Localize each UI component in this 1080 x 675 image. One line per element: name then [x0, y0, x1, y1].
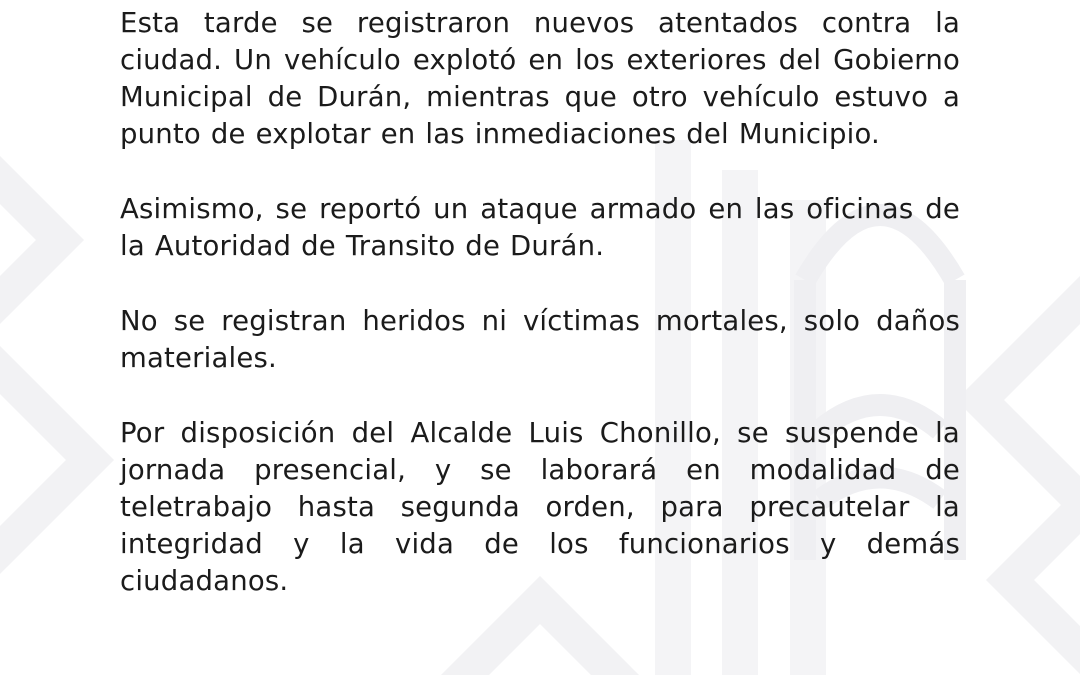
paragraph-attacks: Esta tarde se registraron nuevos atentados contra la ciudad. Un vehículo explotó en los exteriores del Gobierno Municipal de Durán, mientras que otro vehículo estuvo a punto de explotar en las inmediaciones del Municipio. — [120, 7, 960, 150]
paragraph-telework: Por disposición del Alcalde Luis Chonillo, se suspende la jornada presencial, y se laborará en modalidad de teletrabajo hasta segunda orden, para precautelar la integridad y la vida de los funcionarios y demás ciudadanos. — [120, 417, 960, 597]
paragraph-armed-attack: Asimismo, se reportó un ataque armado en las oficinas de la Autoridad de Transito de Durán. — [120, 193, 960, 262]
paragraph-no-victims: No se registran heridos ni víctimas mortales, solo daños materiales. — [120, 305, 960, 374]
statement-body — [120, 5, 960, 600]
